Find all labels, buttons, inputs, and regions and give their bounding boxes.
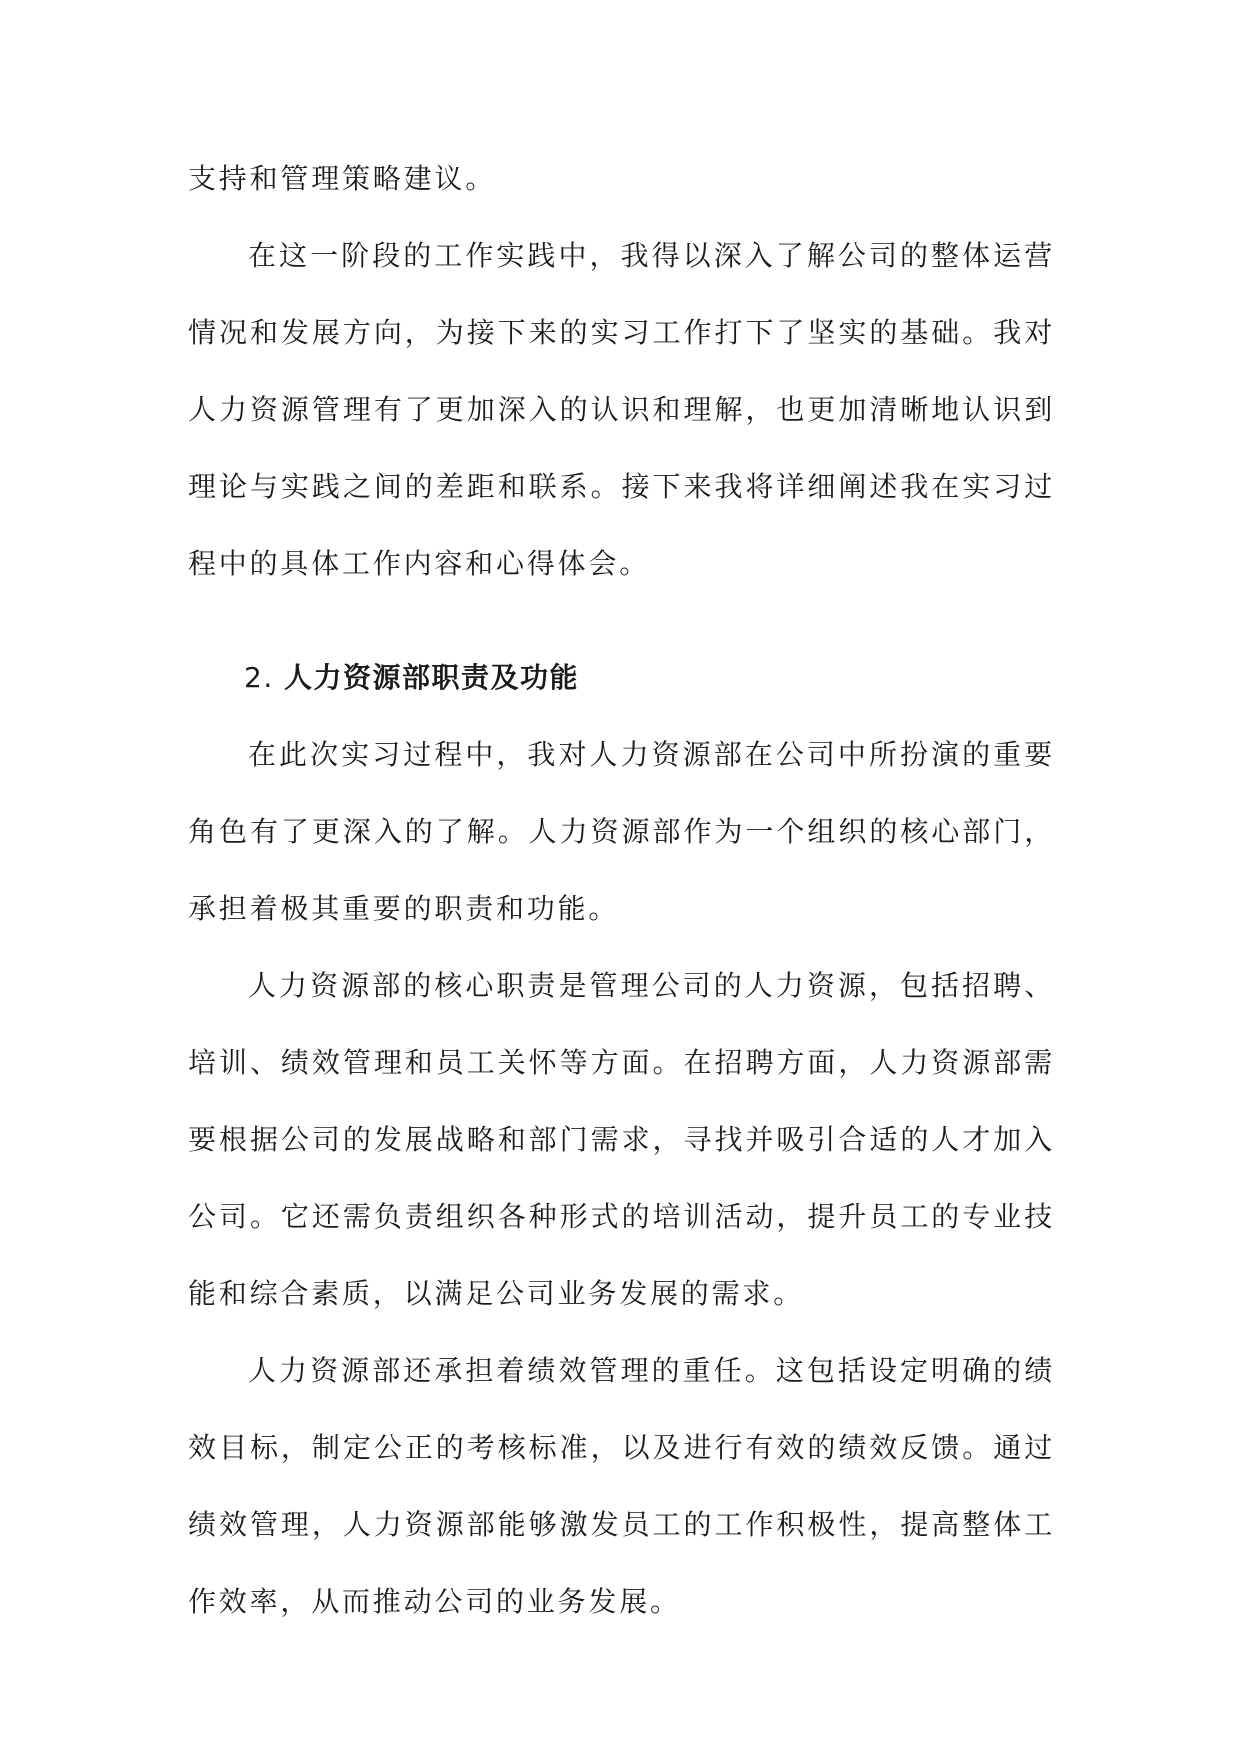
section-heading: [188, 639, 1055, 716]
paragraph: 在此次实习过程中，我对人力资源部在公司中所扮演的重要角色有了更深入的了解。人力资源部作为一个组织的核心部门，承担着极其重要的职责和功能。: [188, 738, 1055, 925]
paragraph: 在这一阶段的工作实践中，我得以深入了解公司的整体运营情况和发展方向，为接下来的实习工作打下了坚实的基础。我对人力资源管理有了更加深入的认识和理解，也更加清晰地认识到理论与实践之间的差距和联系。接下来我将详细阐述我在实习过程中的具体工作内容和心得体会。: [188, 239, 1055, 580]
paragraph: 人力资源部还承担着绩效管理的重任。这包括设定明确的绩效目标，制定公正的考核标准，以及进行有效的绩效反馈。通过绩效管理，人力资源部能够激发员工的工作积极性，提高整体工作效率，从而推动公司的业务发展。: [188, 1354, 1055, 1618]
paragraph: 人力资源部的核心职责是管理公司的人力资源，包括招聘、培训、绩效管理和员工关怀等方面。在招聘方面，人力资源部需要根据公司的发展战略和部门需求，寻找并吸引合适的人才加入公司。它还需负责组织各种形式的培训活动，提升员工的专业技能和综合素质，以满足公司业务发展的需求。: [188, 969, 1055, 1310]
section-number: 2.: [244, 661, 274, 694]
paragraph-continued: 支持和管理策略建议。: [188, 162, 497, 195]
section-title: 人力资源部职责及功能: [284, 661, 580, 694]
document-body: [188, 140, 1055, 1640]
